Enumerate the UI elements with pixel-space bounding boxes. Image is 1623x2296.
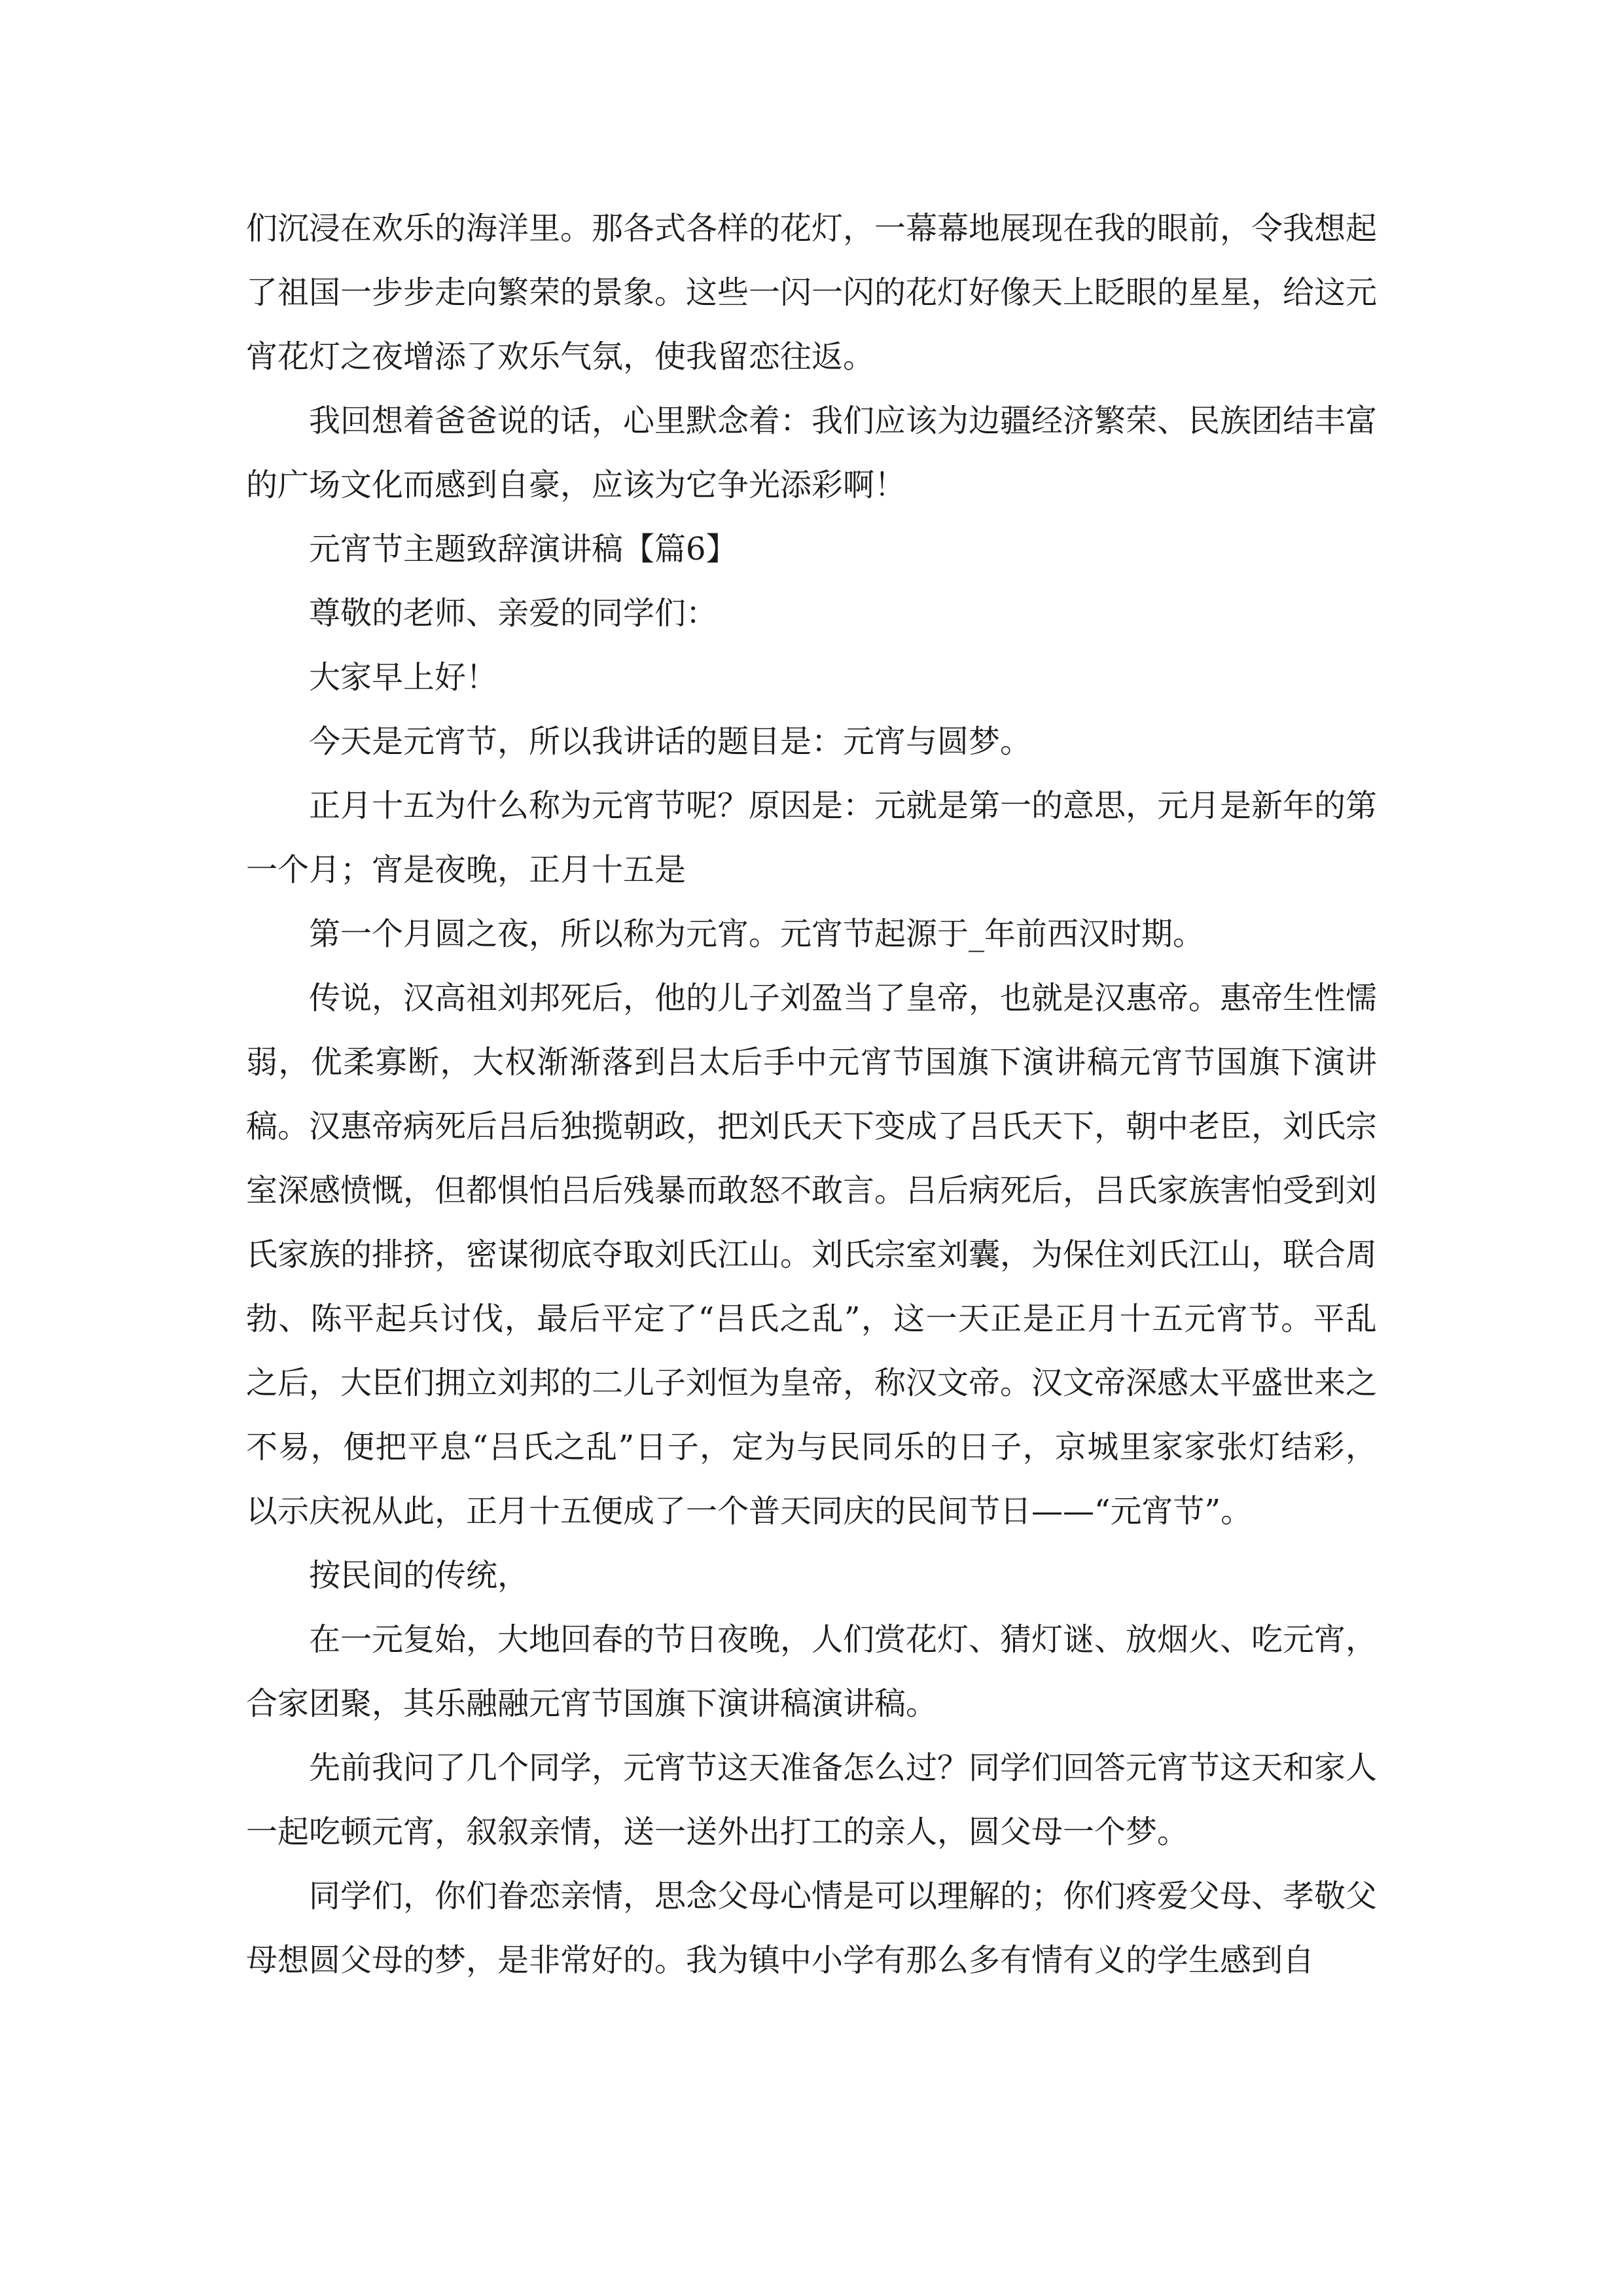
paragraph: 按民间的传统， xyxy=(309,1557,529,1594)
section-heading: 元宵节主题致辞演讲稿【篇6】 xyxy=(309,531,738,567)
paragraph: 今天是元宵节，所以我讲话的题目是：元宵与圆梦。 xyxy=(309,723,1032,760)
paragraph: 传说，汉高祖刘邦死后，他的儿子刘盈当了皇帝，也就是汉惠帝。惠帝生性懦弱，优柔寡断，大权渐渐落到吕太后手中元宵节国旗下演讲稿元宵节国旗下演讲稿。汉惠帝病死后吕后独揽朝政，把刘氏天下变成了吕氏天下，朝中老臣，刘氏宗室深感愤慨，但都惧怕吕后残暴而敢怒不敢言。吕后病死后，吕氏家族害怕受到刘氏家族的排挤，密谋彻底夺取刘氏江山。刘氏宗室刘囊，为保住刘氏江山，联合周勃、陈平起兵讨伐，最后平定了“吕氏之乱”，这一天正是正月十五元宵节。平乱之后，大臣们拥立刘邦的二儿子刘恒为皇帝，称汉文帝。汉文帝深感太平盛世来之不易，便把平息“吕氏之乱”日子，定为与民同乐的日子，京城里家家张灯结彩，以示庆祝从此，正月十五便成了一个普天同庆的民间节日——“元宵节”。 xyxy=(246,980,1378,1530)
paragraph-continuation: 们沉浸在欢乐的海洋里。那各式各样的花灯，一幕幕地展现在我的眼前，令我想起了祖国一步步走向繁荣的景象。这些一闪一闪的花灯好像天上眨眼的星星，给这元宵花灯之夜增添了欢乐气氛，使我留恋往返。 xyxy=(246,210,1378,375)
greeting: 大家早上好！ xyxy=(309,659,498,696)
paragraph: 先前我问了几个同学，元宵节这天准备怎么过？同学们回答元宵节这天和家人一起吃顿元宵，叙叙亲情，送一送外出打工的亲人，圆父母一个梦。 xyxy=(246,1749,1378,1850)
paragraph: 第一个月圆之夜，所以称为元宵。元宵节起源于_年前西汉时期。 xyxy=(309,916,1205,952)
paragraph: 在一元复始，大地回春的节日夜晚，人们赏花灯、猜灯谜、放烟火、吃元宵，合家团聚，其乐融融元宵节国旗下演讲稿演讲稿。 xyxy=(246,1621,1378,1722)
document-body xyxy=(246,196,1377,1992)
paragraph: 我回想着爸爸说的话，心里默念着：我们应该为边疆经济繁荣、民族团结丰富的广场文化而感到自豪，应该为它争光添彩啊！ xyxy=(246,403,1378,503)
paragraph: 正月十五为什么称为元宵节呢？原因是：元就是第一的意思，元月是新年的第一个月；宵是夜晚，正月十五是 xyxy=(246,787,1378,888)
salutation: 尊敬的老师、亲爱的同学们： xyxy=(309,595,718,632)
paragraph: 同学们，你们眷恋亲情，思念父母心情是可以理解的；你们疼爱父母、孝敬父母想圆父母的梦，是非常好的。我为镇中小学有那么多有情有义的学生感到自 xyxy=(246,1878,1378,1979)
